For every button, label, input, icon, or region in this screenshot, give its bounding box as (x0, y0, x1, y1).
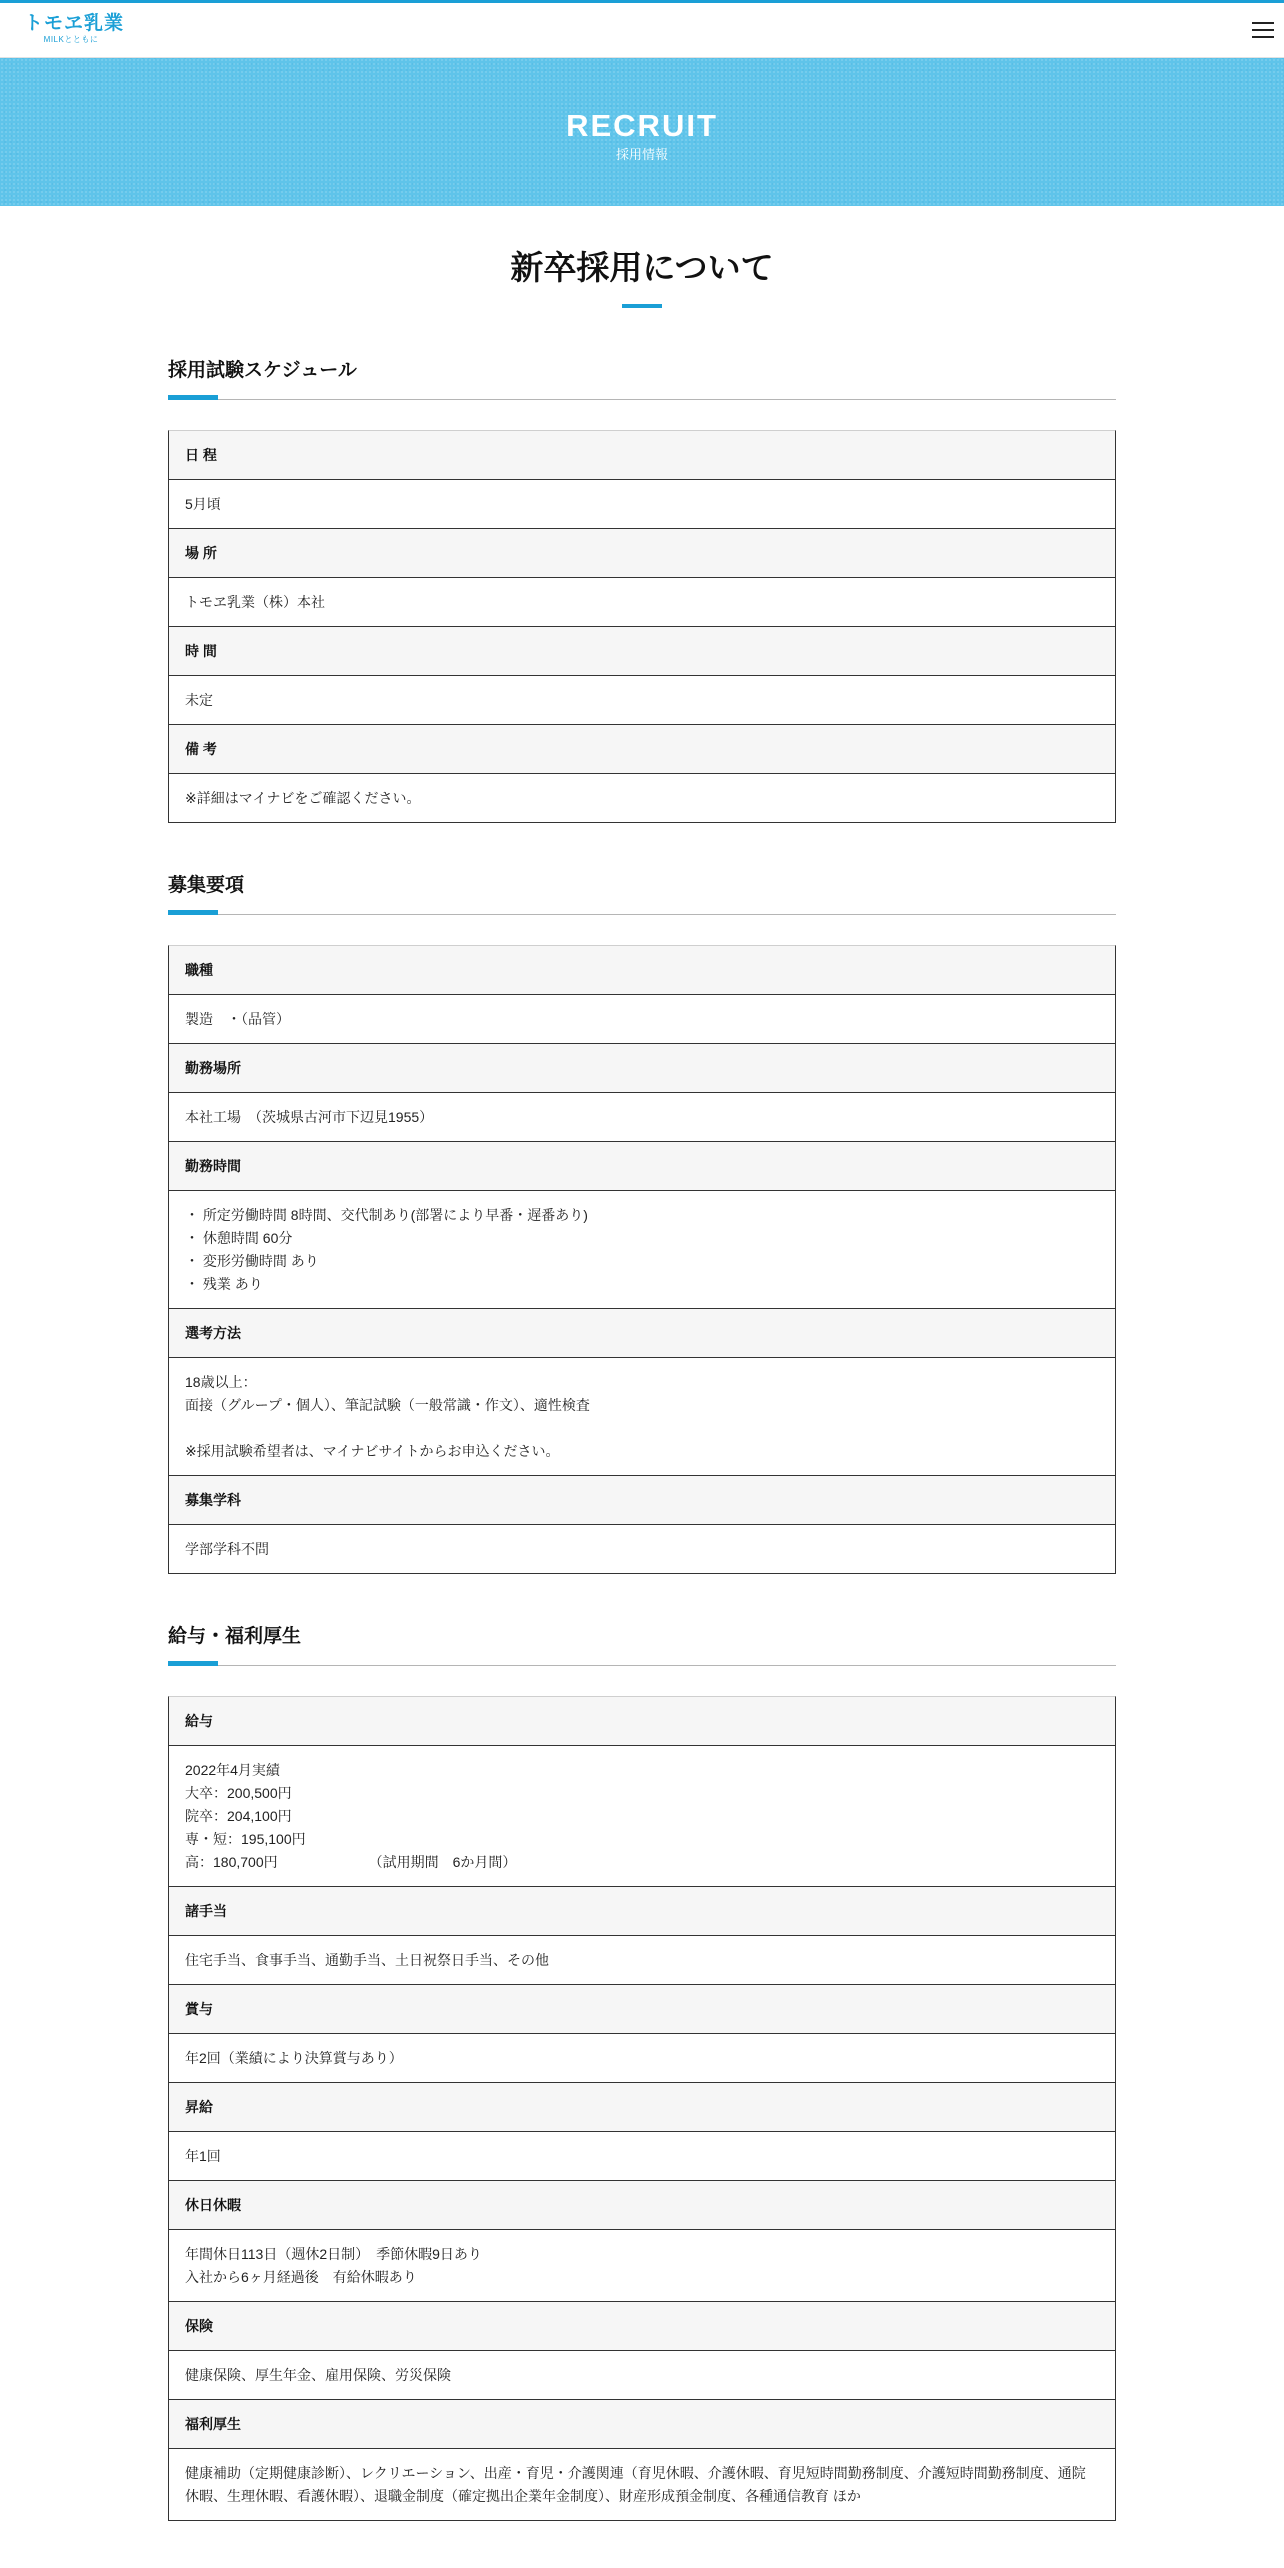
table-row-value: ※詳細はマイナビをご確認ください。 (169, 773, 1115, 822)
table-row-value: 2022年4月実績 大卒：200,500円 院卒：204,100円 専・短：195,100円 高：180,700円 （試用期間 6か月間） (169, 1745, 1115, 1886)
site-logo[interactable] (24, 13, 124, 45)
hero-subtitle: 採用情報 (615, 147, 668, 162)
table-row-value: 健康保険、厚生年金、雇用保険、労災保険 (169, 2350, 1115, 2399)
table-row-value: 製造 ・（品管） (169, 994, 1115, 1043)
table-row-label: 勤務時間 (169, 1141, 1115, 1190)
menu-line (1252, 29, 1274, 31)
menu-line (1252, 36, 1274, 38)
salary-benefits-table (168, 1696, 1116, 2521)
table-row-label: 諸手当 (169, 1886, 1115, 1935)
requirements-table (168, 945, 1116, 1574)
salary-benefits-section (168, 1624, 1116, 2521)
section-divider (168, 395, 1116, 400)
table-row-label: 募集学科 (169, 1475, 1115, 1524)
table-row-value: 年2回（業績により決算賞与あり） (169, 2033, 1115, 2082)
table-row-label: 賞与 (169, 1984, 1115, 2033)
page-title: 新卒採用について (510, 249, 774, 286)
table-row-label: 福利厚生 (169, 2399, 1115, 2448)
table-row-value: トモヱ乳業（株）本社 (169, 577, 1115, 626)
section-divider (168, 1661, 1116, 1666)
menu-line (1252, 22, 1274, 24)
table-row-value: 住宅手当、食事手当、通勤手当、土日祝祭日手当、その他 (169, 1935, 1115, 1984)
title-underline (622, 304, 662, 308)
hero-title: RECRUIT (566, 108, 718, 143)
table-row-label: 場 所 (169, 528, 1115, 577)
table-row-label: 給与 (169, 1697, 1115, 1745)
schedule-section (168, 358, 1116, 823)
bottom-spacer (168, 2521, 1116, 2543)
logo-main-text: トモヱ乳業 (24, 13, 125, 34)
section-title: 募集要項 (168, 875, 245, 896)
section-title: 採用試験スケジュール (168, 360, 357, 381)
table-row-value: 未定 (169, 675, 1115, 724)
table-row-value: 健康補助（定期健康診断）、レクリエーション、出産・育児・介護関連（育児休暇、介護休暇、育児短時間勤務制度、介護短時間勤務制度、通院休暇、生理休暇、看護休暇）、退職金制度（確定拠出企業年金制度）、財産形成預金制度、各種通信教育 ほか (169, 2448, 1115, 2520)
table-row-value: 年1回 (169, 2131, 1115, 2180)
table-row-label: 保険 (169, 2301, 1115, 2350)
table-row-label: 備 考 (169, 724, 1115, 773)
main-content (168, 358, 1116, 2543)
schedule-table (168, 430, 1116, 823)
table-row-label: 勤務場所 (169, 1043, 1115, 1092)
table-row-label: 休日休暇 (169, 2180, 1115, 2229)
section-title: 給与・福利厚生 (168, 1626, 302, 1647)
section-divider (168, 910, 1116, 915)
table-row-value: 本社工場 （茨城県古河市下辺見1955） (169, 1092, 1115, 1141)
table-row-value: 18歳以上： 面接（グループ・個人）、筆記試験（一般常識・作文）、適性検査 ※採用試験希望者は、マイナビサイトからお申込ください。 (169, 1357, 1115, 1475)
table-row-value: 年間休日113日（週休2日制） 季節休暇9日あり 入社から6ヶ月経過後 有給休暇あり (169, 2229, 1115, 2301)
site-header (0, 0, 1284, 58)
requirements-section (168, 873, 1116, 1574)
table-row-label: 昇給 (169, 2082, 1115, 2131)
hero-banner (0, 58, 1284, 206)
table-row-value: 学部学科不問 (169, 1524, 1115, 1573)
table-row-label: 職種 (169, 946, 1115, 994)
table-row-label: 時 間 (169, 626, 1115, 675)
table-row-label: 日 程 (169, 431, 1115, 479)
hamburger-menu-icon[interactable] (1252, 22, 1274, 40)
table-row-value: ・ 所定労働時間 8時間、交代制あり(部署により早番・遅番あり) ・ 休憩時間 60分 ・ 変形労働時間 あり ・ 残業 あり (169, 1190, 1115, 1308)
table-row-value: 5月頃 (169, 479, 1115, 528)
table-row-label: 選考方法 (169, 1308, 1115, 1357)
logo-tagline: MILKとともに (43, 35, 99, 44)
